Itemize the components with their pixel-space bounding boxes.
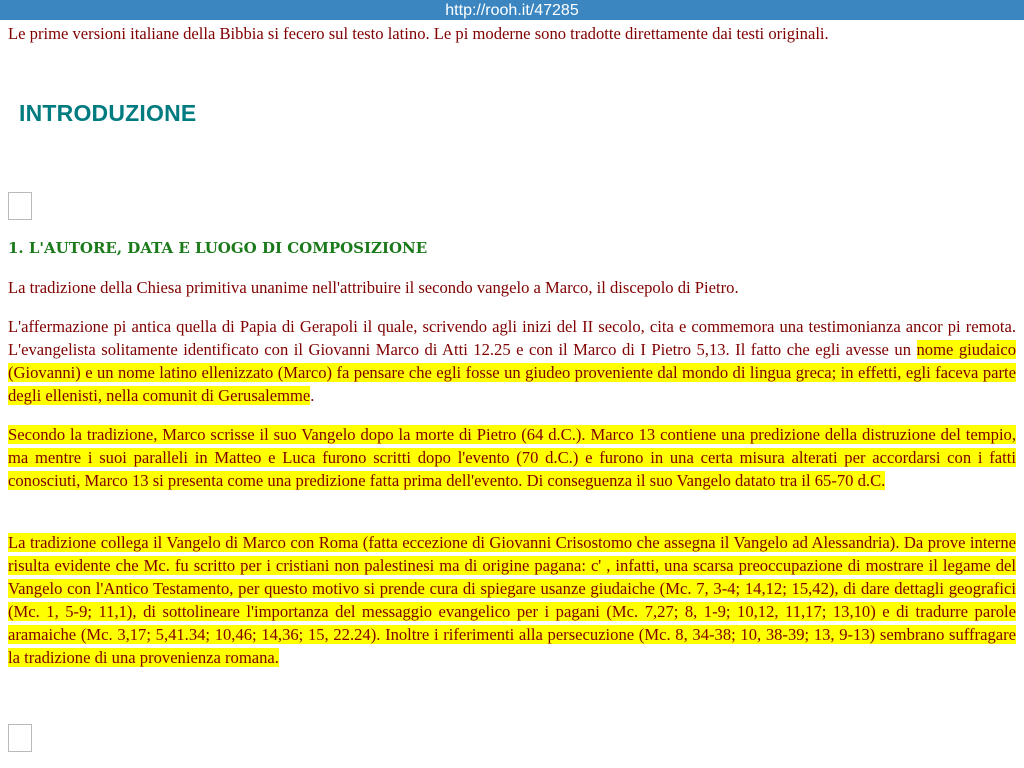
intro-line: Le prime versioni italiane della Bibbia si fecero sul testo latino. Le pi moderne sono tradotte direttamente dai testi originali. — [8, 24, 829, 43]
url-text[interactable]: http://rooh.it/47285 — [445, 2, 579, 19]
subsection-heading: 1. L'AUTORE, DATA E LUOGO DI COMPOSIZIONE — [8, 239, 428, 257]
page-content — [8, 20, 1016, 45]
paragraph-tradition: La tradizione della Chiesa primitiva unanime nell'attribuire il secondo vangelo a Marco, il discepolo di Pietro. — [8, 278, 739, 297]
url-bar[interactable] — [0, 0, 1024, 20]
broken-image-icon — [8, 724, 32, 752]
paragraph-papia-plain: L'affermazione pi antica quella di Papia di Gerapoli il quale, scrivendo agli inizi del II secolo, cita e commemora una testimonianza ancor pi remota. L'evangelista solitamente identificato con il Giovanni Marco di Atti 12.25 e con il Marco di I Pietro 5,13. Il fatto che egli avesse un — [8, 317, 1016, 359]
highlighted-text: Secondo la tradizione, Marco scrisse il suo Vangelo dopo la morte di Pietro (64 d.C.). Marco 13 contiene una predizione della distruzione del tempio, ma mentre i suoi paralleli in Matteo e Luca furono scritti dopo l'evento (70 d.C.) e furono in una certa misura alterati per accordarsi con i fatti conosciuti, Marco 13 si presenta come una predizione fatta prima dell'evento. Di conseguenza il suo Vangelo datato tra il 65-70 d.C. — [8, 425, 1016, 490]
broken-image-icon — [8, 192, 32, 220]
section-title: INTRODUZIONE — [19, 100, 197, 126]
highlighted-text: La tradizione collega il Vangelo di Marco con Roma (fatta eccezione di Giovanni Crisostomo che assegna il Vangelo ad Alessandria). Da prove interne risulta evidente che Mc. fu scritto per i cristiani non palestinesi ma di origine pagana: c' , infatti, una scarsa preoccupazione di mostrare il legame del Vangelo con l'Antico Testamento, per questo motivo si prende cura di spiegare usanze giudaiche (Mc. 7, 3-4; 14,12; 15,42), di dare dettagli geografici (Mc. 1, 5-9; 11,1), di sottolineare l'importanza del messaggio evangelico per i pagani (Mc. 7,27; 8, 1-9; 10,12, 11,17; 13,10) e di tradurre parole aramaiche (Mc. 3,17; 5,41.34; 10,46; 14,36; 15, 22.24). Inoltre i riferimenti alla persecuzione (Mc. 8, 34-38; 10, 38-39; 13, 9-13) sembrano suffragare la tradizione di una provenienza romana. — [8, 533, 1016, 667]
paragraph-papia — [8, 315, 1016, 407]
paragraph-papia-tail: . — [310, 386, 315, 405]
highlighted-text: nome giudaico (Giovanni) e un nome latino ellenizzato (Marco) fa pensare che egli fosse un giudeo proveniente dal mondo di lingua greca; in effetti, egli faceva parte degli ellenisti, nella comunit di Gerusalemme — [8, 340, 1016, 405]
paragraph-rome — [8, 531, 1016, 669]
paragraph-dating — [8, 423, 1016, 492]
